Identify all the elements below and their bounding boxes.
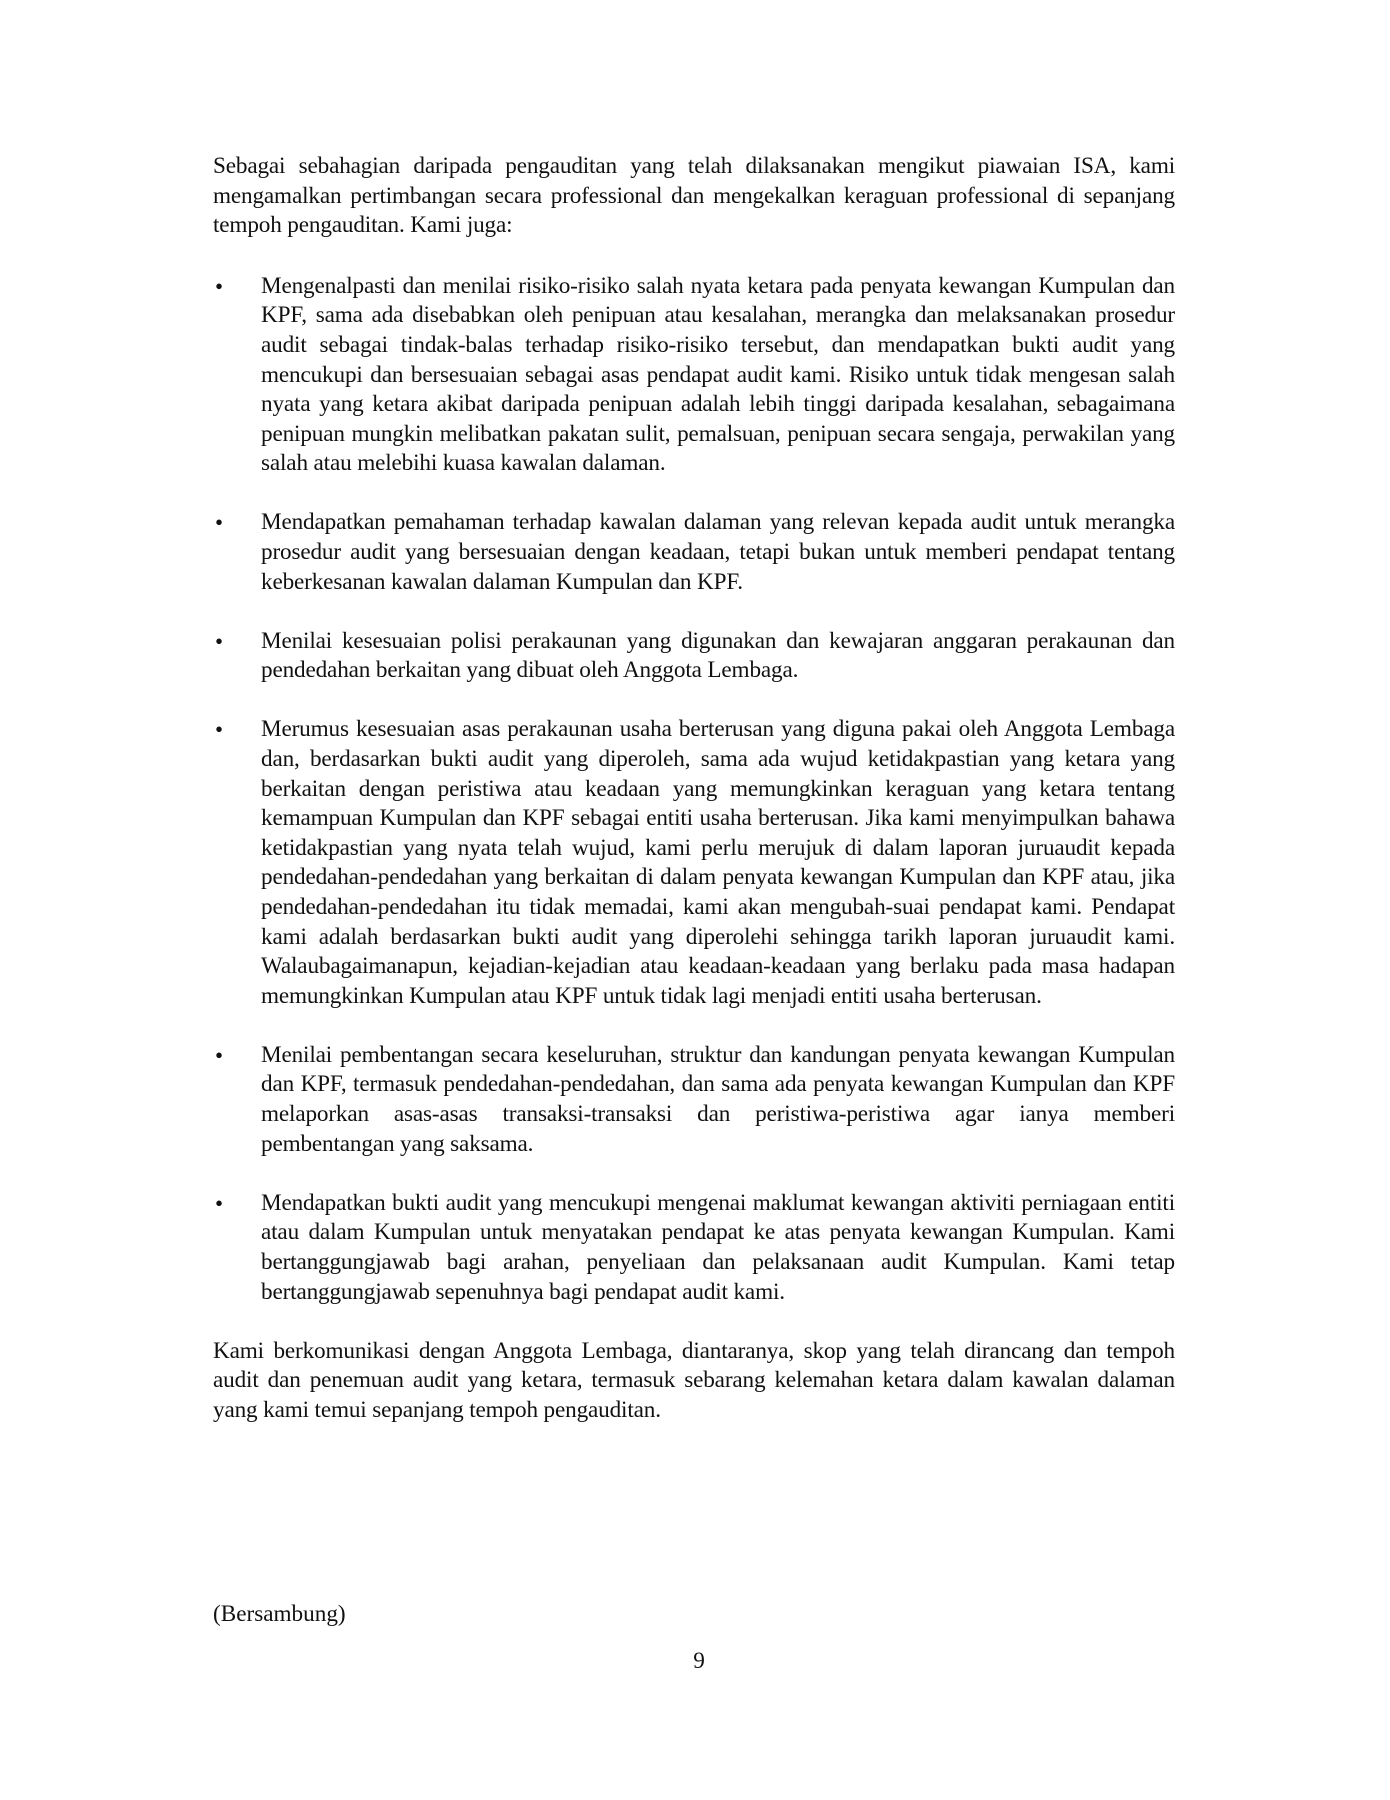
list-item-text: Mendapatkan bukti audit yang mencukupi mengenai maklumat kewangan aktiviti perniagaan entiti atau dalam Kumpulan untuk menyatakan pendapat ke atas penyata kewangan Kumpulan. Kami bertanggungjawab bagi arahan, penyeliaan dan pelaksanaan audit Kumpulan. Kami tetap bertanggungjawab sepenuhnya bagi pendapat audit kami. [261,1189,1175,1305]
list-item-text: Mendapatkan pemahaman terhadap kawalan dalaman yang relevan kepada audit untuk merangka prosedur audit yang bersesuaian dengan keadaan, tetapi bukan untuk memberi pendapat tentang keberkesanan kawalan dalaman Kumpulan dan KPF. [261,509,1175,595]
list-item-text: Mengenalpasti dan menilai risiko-risiko salah nyata ketara pada penyata kewangan Kumpulan dan KPF, sama ada disebabkan oleh penipuan atau kesalahan, merangka dan melaksanakan prosedur audit sebagai tindak-balas terhadap risiko-risiko tersebut, dan mendapatkan bukti audit yang mencukupi dan bersesuaian sebagai asas pendapat audit kami. Risiko untuk tidak mengesan salah nyata yang ketara akibat daripada penipuan adalah lebih tinggi daripada kesalahan, sebagaimana penipuan mungkin melibatkan pakatan sulit, pemalsuan, penipuan secara sengaja, perwakilan yang salah atau melebihi kuasa kawalan dalaman. [261,272,1175,477]
bullet-icon: • [215,1042,224,1068]
list-item-text: Merumus kesesuaian asas perakaunan usaha berterusan yang diguna pakai oleh Anggota Lembaga dan, berdasarkan bukti audit yang diperoleh, sama ada wujud ketidakpastian yang ketara yang berkaitan dengan peristiwa atau keadaan yang memungkinkan keraguan yang ketara tentang kemampuan Kumpulan dan KPF sebagai entiti usaha berterusan. Jika kami menyimpulkan bahawa ketidakpastian yang nyata telah wujud, kami perlu merujuk di dalam laporan juruaudit kepada pendedahan-pendedahan yang berkaitan di dalam penyata kewangan Kumpulan dan KPF atau, jika pendedahan-pendedahan itu tidak memadai, kami akan mengubah-suai pendapat kami. Pendapat kami adalah berdasarkan bukti audit yang diperolehi sehingga tarikh laporan juruaudit kami. Walaubagaimanapun, kejadian-kejadian atau keadaan-keadaan yang berlaku pada masa hadapan memungkinkan Kumpulan atau KPF untuk tidak lagi menjadi entiti usaha berterusan. [261,716,1175,1009]
list-item-text: Menilai pembentangan secara keseluruhan, struktur dan kandungan penyata kewangan Kumpulan dan KPF, termasuk pendedahan-pendedahan, dan sama ada penyata kewangan Kumpulan dan KPF melaporkan asas-asas transaksi-transaksi dan peristiwa-peristiwa agar ianya memberi pembentangan yang saksama. [261,1041,1175,1157]
list-item [213,508,1175,597]
list-item [213,627,1175,686]
list-item [213,1189,1175,1307]
list-item [213,715,1175,1011]
audit-procedures-list [213,272,1175,1307]
document-page [213,152,1175,1425]
list-item-text: Menilai kesesuaian polisi perakaunan yang digunakan dan kewajaran anggaran perakaunan dan pendedahan berkaitan yang dibuat oleh Anggota Lembaga. [261,627,1175,684]
list-item [213,1041,1175,1159]
bullet-icon: • [215,628,224,654]
intro-paragraph: Sebagai sebahagian daripada pengauditan yang telah dilaksanakan mengikut piawaian ISA, kami mengamalkan pertimbangan secara professional dan mengekalkan keraguan professional di sepanjang tempoh pengauditan. Kami juga: [213,153,1175,239]
bullet-icon: • [215,1190,224,1216]
continued-label: (Bersambung) [213,1601,346,1627]
closing-paragraph: Kami berkomunikasi dengan Anggota Lembaga, diantaranya, skop yang telah dirancang dan tempoh audit dan penemuan audit yang ketara, termasuk sebarang kelemahan ketara dalam kawalan dalaman yang kami temui sepanjang tempoh pengauditan. [213,1337,1175,1423]
bullet-icon: • [215,273,224,299]
bullet-icon: • [215,717,224,743]
page-number: 9 [693,1648,705,1674]
bullet-icon: • [215,510,224,536]
list-item [213,272,1175,479]
